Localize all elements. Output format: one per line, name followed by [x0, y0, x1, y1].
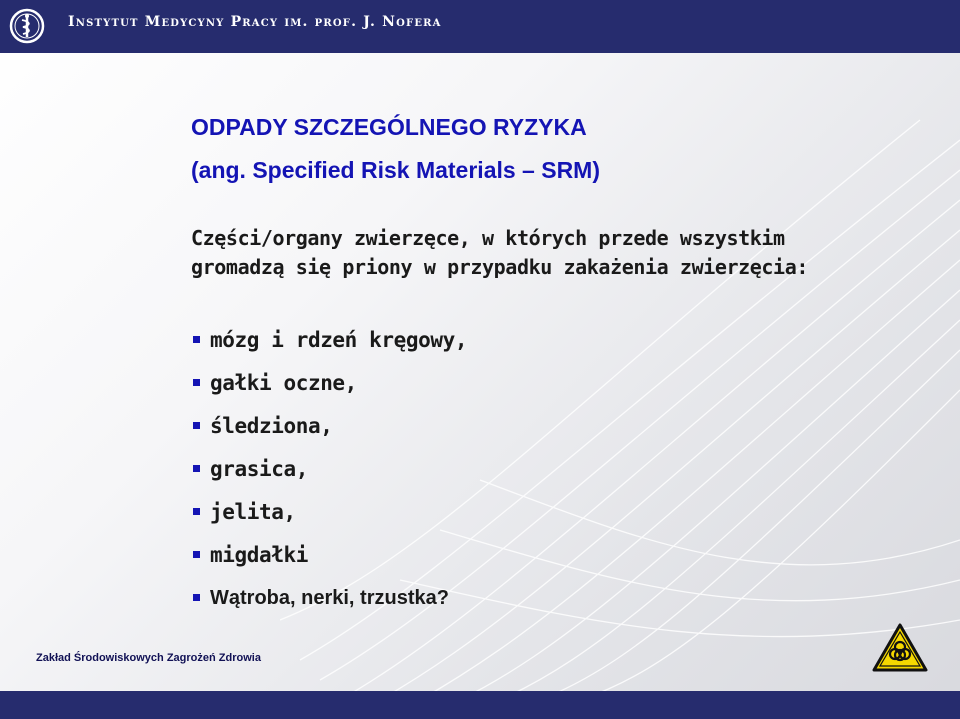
list-item: migdałki — [191, 539, 467, 582]
bullet-list — [191, 324, 467, 625]
footer-bar — [0, 691, 960, 719]
institute-name: Instytut Medycyny Pracy im. prof. J. Nofera — [68, 14, 442, 30]
header-bar — [0, 0, 960, 53]
slide-subtitle: (ang. Specified Risk Materials – SRM) — [191, 157, 601, 183]
list-item: gałki oczne, — [191, 367, 467, 410]
square-bullet-icon — [193, 336, 200, 343]
footer-text: Zakład Środowiskowych Zagrożeń Zdrowia — [36, 652, 261, 664]
square-bullet-icon — [193, 594, 200, 601]
square-bullet-icon — [193, 465, 200, 472]
list-item: mózg i rdzeń kręgowy, — [191, 324, 467, 367]
square-bullet-icon — [193, 551, 200, 558]
list-item: jelita, — [191, 496, 467, 539]
square-bullet-icon — [193, 508, 200, 515]
square-bullet-icon — [193, 379, 200, 386]
square-bullet-icon — [193, 422, 200, 429]
intro-paragraph: Części/organy zwierzęce, w których przede wszystkim gromadzą się priony w przypadku zakażenia zwierzęcia: — [191, 226, 808, 279]
caduceus-icon — [9, 8, 45, 44]
list-item: śledziona, — [191, 410, 467, 453]
biohazard-icon — [872, 623, 928, 673]
slide-title: ODPADY SZCZEGÓLNEGO RYZYKA — [191, 114, 587, 140]
list-item: grasica, — [191, 453, 467, 496]
list-item: Wątroba, nerki, trzustka? — [191, 582, 467, 625]
